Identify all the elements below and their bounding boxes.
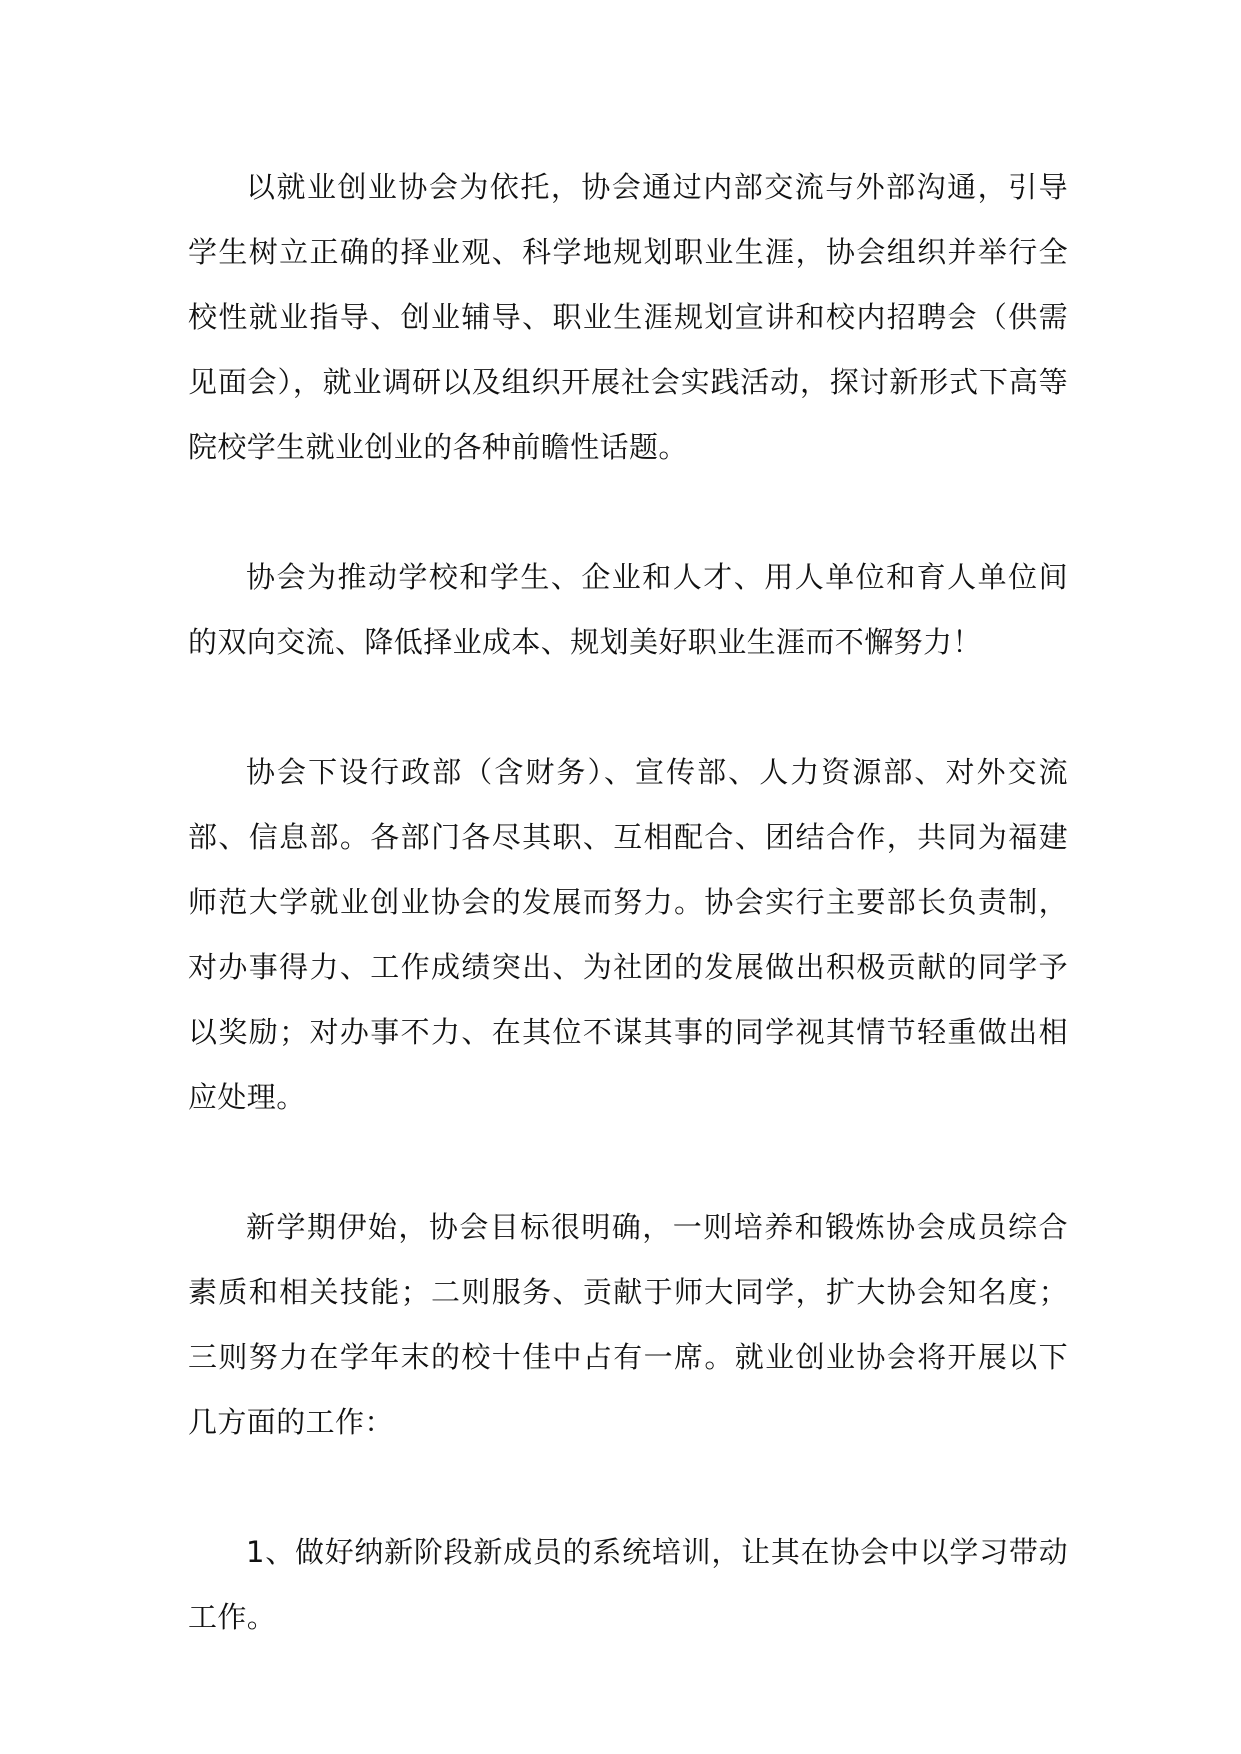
paragraph-departments: 协会下设行政部（含财务）、宣传部、人力资源部、对外交流部、信息部。各部门各尽其职、互相配合、团结合作，共同为福建师范大学就业创业协会的发展而努力。协会实行主要部长负责制，对办事得力、工作成绩突出、为社团的发展做出积极贡献的同学予以奖励；对办事不力、在其位不谋其事的同学视其情节轻重做出相应处理。 [188,755,1068,1114]
paragraph-item-1: 1、做好纳新阶段新成员的系统培训，让其在协会中以学习带动工作。 [188,1535,1068,1634]
paragraph-goals: 新学期伊始，协会目标很明确，一则培养和锻炼协会成员综合素质和相关技能；二则服务、贡献于师大同学，扩大协会知名度；三则努力在学年末的校十佳中占有一席。就业创业协会将开展以下几方面的工作： [188,1210,1068,1439]
paragraph-intro: 以就业创业协会为依托，协会通过内部交流与外部沟通，引导学生树立正确的择业观、科学地规划职业生涯，协会组织并举行全校性就业指导、创业辅导、职业生涯规划宣讲和校内招聘会（供需见面会），就业调研以及组织开展社会实践活动，探讨新形式下高等院校学生就业创业的各种前瞻性话题。 [188,170,1068,464]
document-body [188,155,1068,1650]
paragraph-mission: 协会为推动学校和学生、企业和人才、用人单位和育人单位间的双向交流、降低择业成本、规划美好职业生涯而不懈努力！ [188,560,1068,659]
